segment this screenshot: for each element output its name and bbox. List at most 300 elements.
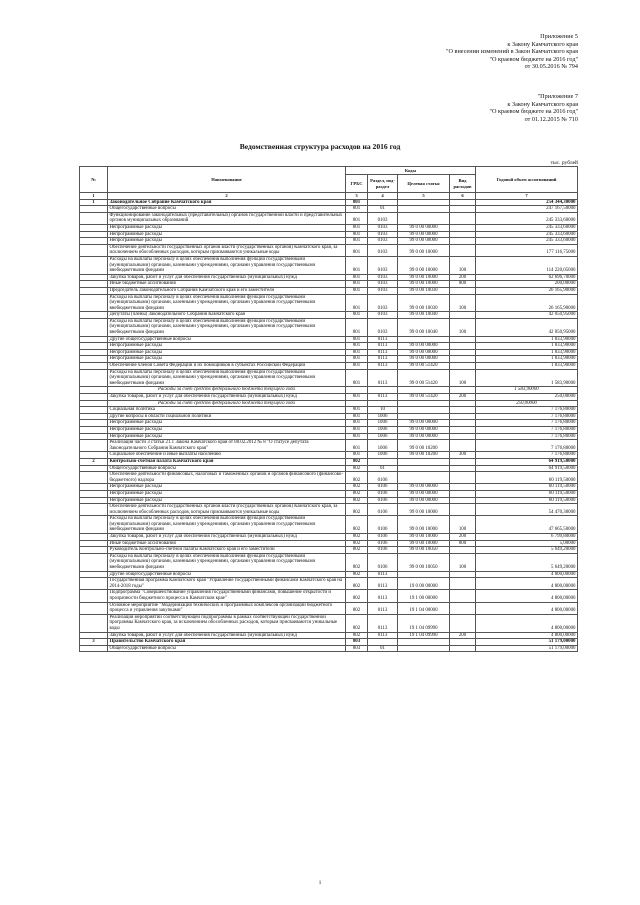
cell-c: 99 0 00 00000 [398, 433, 450, 440]
cell-t: 42 050,95000 [476, 312, 578, 319]
cell-v [450, 336, 476, 343]
cell-g: 801 [346, 426, 368, 433]
cell-g: 802 [346, 516, 368, 534]
cell-v [450, 504, 476, 516]
cell-t: 1 833,90000 [476, 363, 578, 370]
cell-g: 802 [346, 458, 368, 465]
table-row [80, 484, 578, 491]
cell-n [80, 497, 108, 504]
table-row [80, 504, 578, 516]
cell-g: 801 [346, 206, 368, 213]
table-row [80, 590, 578, 602]
cell-t: 4 800,00000 [476, 614, 578, 632]
cell-c: 99 0 00 10000 [398, 540, 450, 547]
cell-t: 1 583,90000 [476, 387, 578, 394]
cell-name: Непрограммные расходы [108, 426, 346, 433]
cell-g: 802 [346, 578, 368, 590]
table-row [80, 369, 578, 387]
cell-r: 0113 [368, 590, 398, 602]
cell-v [450, 206, 476, 213]
cell-v [450, 547, 476, 554]
cell-n [80, 590, 108, 602]
cell-c: 99 0 00 00000 [398, 224, 450, 231]
cell-name: Основное мероприятие "Модернизация технических и программных комплексов организации бюджетного процесса и управления закупками" [108, 602, 346, 614]
col-codes: Коды [346, 167, 476, 175]
cell-r: 0103 [368, 231, 398, 238]
table-row [80, 394, 578, 401]
cell-g: 801 [346, 356, 368, 363]
cell-g: 801 [346, 369, 368, 387]
cell-name: Подпрограмма "Совершенствование управления государственными финансами, повышение открытости и прозрачности бюджетного процесса в Камчатском крае" [108, 590, 346, 602]
cell-t: 114 220,05000 [476, 256, 578, 274]
cell-n [80, 484, 108, 491]
cell-g: 801 [346, 394, 368, 401]
cell-v [450, 224, 476, 231]
cell-g: 802 [346, 472, 368, 484]
header-line: "О краевом бюджете на 2016 год" [489, 108, 578, 116]
cell-c [398, 458, 450, 465]
cell-r: 0113 [368, 614, 398, 632]
cell-g [346, 400, 368, 407]
cell-t: 6 799,80000 [476, 534, 578, 541]
cell-r: 0103 [368, 212, 398, 224]
cell-name: Непрограммные расходы [108, 420, 346, 427]
cell-t: 4 800,00000 [476, 590, 578, 602]
cell-v: 200 [450, 632, 476, 639]
cell-v: 300 [450, 452, 476, 459]
cell-v [450, 343, 476, 350]
table-row [80, 632, 578, 639]
cell-name: Реализация мероприятий соответствующей подпрограммы в рамках соответствующей государственной программы Камчатского края, за исключением обособленных расходов, которым присваиваются уникальные коды [108, 614, 346, 632]
cell-n [80, 571, 108, 578]
cell-t: 26 165,90000 [476, 294, 578, 312]
cell-n [80, 490, 108, 497]
cell-n [80, 547, 108, 554]
col-total: Годовой объем ассигнований [476, 167, 578, 193]
cell-n [80, 516, 108, 534]
cell-t: 1 833,90000 [476, 336, 578, 343]
cell-r: 0103 [368, 238, 398, 245]
cell-n [80, 387, 108, 394]
cell-c: 99 0 00 10030 [398, 294, 450, 312]
cell-c: 99 0 00 00000 [398, 497, 450, 504]
header-line: "Приложение 7 [537, 93, 578, 100]
cell-c: 99 0 00 00000 [398, 349, 450, 356]
cell-r [368, 199, 398, 206]
cell-n [80, 420, 108, 427]
cell-n [80, 244, 108, 256]
colnum: 5 [398, 193, 450, 200]
table-row [80, 212, 578, 224]
cell-n [80, 504, 108, 516]
cell-r: 0106 [368, 484, 398, 491]
cell-v [450, 238, 476, 245]
header-line: от 30.05.2016 № 794 [524, 63, 578, 71]
cell-c: 19 1 04 09990 [398, 632, 450, 639]
cell-g: 801 [346, 318, 368, 336]
cell-name: Расходы на выплаты персоналу в целях обеспечения выполнения функций государственными (муниципальными) органами, казенными учреждениями, органами управления государственными внебюджетными фондами [108, 516, 346, 534]
cell-name: Непрограммные расходы [108, 356, 346, 363]
table-row [80, 224, 578, 231]
cell-n [80, 632, 108, 639]
cell-name: Обеспечение деятельности государственных органов власти (государственных органов) Камчатского края, за исключением обособленных расходов, которым присваиваются уникальные коды [108, 504, 346, 516]
cell-c [398, 199, 450, 206]
cell-name: Непрограммные расходы [108, 349, 346, 356]
table-row [80, 639, 578, 646]
cell-t: 7 176,80000 [476, 426, 578, 433]
table-row [80, 516, 578, 534]
appendix-header-7 [490, 93, 579, 123]
cell-c: 99 0 00 00000 [398, 490, 450, 497]
cell-c [398, 407, 450, 414]
cell-n [80, 465, 108, 472]
cell-name: Другие общегосударственные вопросы [108, 571, 346, 578]
cell-c: 99 0 00 00000 [398, 426, 450, 433]
cell-t: 245 333,60000 [476, 238, 578, 245]
cell-v: 100 [450, 318, 476, 336]
cell-name: Расходы за счет средств федерального бюджета текущего года [108, 400, 346, 407]
cell-name: Расходы на выплаты персоналу в целях обеспечения выполнения функций государственными (муниципальными) органами, казенными учреждениями, органами управления государственными внебюджетными фондами [108, 256, 346, 274]
cell-r: 10 [368, 407, 398, 414]
colnum: 1 [80, 193, 108, 200]
cell-v [450, 639, 476, 646]
cell-v: 100 [450, 553, 476, 571]
cell-n [80, 400, 108, 407]
cell-n [80, 343, 108, 350]
cell-c: 99 0 00 00000 [398, 420, 450, 427]
cell-v [450, 363, 476, 370]
cell-v [450, 312, 476, 319]
cell-v: 800 [450, 281, 476, 288]
cell-name: Иные бюджетные ассигнования [108, 281, 346, 288]
cell-t: 51 179,00000 [476, 645, 578, 652]
cell-g: 801 [346, 256, 368, 274]
cell-c: 99 0 00 10040 [398, 318, 450, 336]
table-row [80, 336, 578, 343]
table-row [80, 363, 578, 370]
cell-v [450, 497, 476, 504]
cell-n [80, 274, 108, 281]
cell-t: 4 800,00000 [476, 602, 578, 614]
cell-v: 800 [450, 540, 476, 547]
cell-t: 250,00000 [476, 394, 578, 401]
cell-c [398, 645, 450, 652]
cell-r: 0113 [368, 632, 398, 639]
cell-r: 1006 [368, 420, 398, 427]
cell-n [80, 212, 108, 224]
cell-t: 7 176,80000 [476, 413, 578, 420]
cell-t: 26 165,90000 [476, 287, 578, 294]
cell-c [398, 639, 450, 646]
cell-n [80, 540, 108, 547]
cell-name: Другие вопросы в области социальной политики [108, 413, 346, 420]
cell-n [80, 407, 108, 414]
cell-v [450, 199, 476, 206]
cell-g: 801 [346, 407, 368, 414]
cell-v [450, 212, 476, 224]
cell-g: 802 [346, 553, 368, 571]
cell-name: Обеспечение деятельности финансовых, налоговых и таможенных органов и органов финансового (финансово-бюджетного) надзора [108, 472, 346, 484]
header-line: к Закону Камчатского края [507, 40, 578, 48]
cell-t: 5 649,20000 [476, 553, 578, 571]
cell-t: 7 176,80000 [476, 407, 578, 414]
cell-g: 802 [346, 602, 368, 614]
table-row [80, 274, 578, 281]
cell-r: 0113 [368, 343, 398, 350]
cell-name: Председатель Законодательного Собрания Камчатского края и его заместители [108, 287, 346, 294]
cell-c [398, 336, 450, 343]
cell-g: 801 [346, 349, 368, 356]
cell-g: 802 [346, 490, 368, 497]
table-row [80, 349, 578, 356]
cell-v [450, 465, 476, 472]
cell-n [80, 614, 108, 632]
cell-name: Закупка товаров, работ и услуг для обеспечения государственных (муниципальных) нужд [108, 274, 346, 281]
cell-v [450, 433, 476, 440]
cell-name: Непрограммные расходы [108, 224, 346, 231]
col-grbs: ГРБС [346, 175, 368, 193]
cell-r [368, 639, 398, 646]
cell-t: 60 119,50000 [476, 472, 578, 484]
cell-g: 803 [346, 645, 368, 652]
cell-name: Другие общегосударственные вопросы [108, 336, 346, 343]
cell-t: 64 919,50000 [476, 458, 578, 465]
cell-r: 0106 [368, 504, 398, 516]
cell-t: 4 800,00000 [476, 578, 578, 590]
cell-c: 19 0 00 00000 [398, 578, 450, 590]
cell-c: 19 1 00 00000 [398, 590, 450, 602]
cell-v [450, 578, 476, 590]
cell-v [450, 287, 476, 294]
cell-c: 99 0 00 10000 [398, 274, 450, 281]
cell-t: 60 119,50000 [476, 490, 578, 497]
cell-v [450, 244, 476, 256]
cell-c: 99 0 00 51420 [398, 394, 450, 401]
col-csr: Целевая статья [398, 175, 450, 193]
cell-r: 01 [368, 465, 398, 472]
cell-g: 802 [346, 547, 368, 554]
cell-r: 0106 [368, 497, 398, 504]
header-line: "О внесении изменений в Закон Камчатского края [446, 48, 578, 56]
unit-label: тыс. рублей [550, 160, 578, 166]
cell-c: 99 0 00 10040 [398, 312, 450, 319]
cell-g: 802 [346, 465, 368, 472]
cell-name: Руководитель Контрольно-счетной палаты Камчатского края и его заместители [108, 547, 346, 554]
cell-v [450, 458, 476, 465]
cell-g: 801 [346, 281, 368, 288]
colnum: 3 [346, 193, 368, 200]
cell-r: 1006 [368, 433, 398, 440]
table-row [80, 387, 578, 394]
table-row [80, 578, 578, 590]
cell-name: Государственная программа Камчатского края "Управление государственными финансами Камчатского края на 2014-2018 годы" [108, 578, 346, 590]
cell-r: 0113 [368, 578, 398, 590]
cell-g: 801 [346, 343, 368, 350]
cell-r: 0106 [368, 553, 398, 571]
cell-t: 1 833,90000 [476, 349, 578, 356]
cell-g: 801 [346, 244, 368, 256]
cell-n [80, 369, 108, 387]
cell-v [450, 407, 476, 414]
cell-n [80, 356, 108, 363]
cell-r: 0103 [368, 224, 398, 231]
table-row [80, 645, 578, 652]
table-row [80, 426, 578, 433]
cell-t: 5,00000 [476, 540, 578, 547]
cell-v [450, 231, 476, 238]
cell-t: 245 333,60000 [476, 224, 578, 231]
cell-c [398, 571, 450, 578]
cell-c: 99 0 00 00000 [398, 484, 450, 491]
cell-v [450, 602, 476, 614]
cell-r: 0113 [368, 349, 398, 356]
cell-g: 801 [346, 413, 368, 420]
table-row [80, 206, 578, 213]
cell-n [80, 553, 108, 571]
cell-n [80, 231, 108, 238]
cell-g: 801 [346, 420, 368, 427]
cell-t: 5 649,20000 [476, 547, 578, 554]
table-row [80, 465, 578, 472]
col-rzpr: Раздел, под-раздел [368, 175, 398, 193]
cell-t: 245 333,60000 [476, 212, 578, 224]
table-row [80, 497, 578, 504]
cell-g: 802 [346, 497, 368, 504]
cell-r: 1006 [368, 413, 398, 420]
cell-r: 0106 [368, 534, 398, 541]
cell-c: 99 0 00 10050 [398, 553, 450, 571]
cell-c [398, 212, 450, 224]
cell-t: 4 800,00000 [476, 632, 578, 639]
table-row [80, 318, 578, 336]
cell-name: Закупка товаров, работ и услуг для обеспечения государственных (муниципальных) нужд [108, 632, 346, 639]
cell-c [398, 472, 450, 484]
cell-r: 1006 [368, 440, 398, 452]
cell-name: Иные бюджетные ассигнования [108, 540, 346, 547]
cell-v [450, 356, 476, 363]
cell-c [398, 465, 450, 472]
cell-n [80, 452, 108, 459]
cell-n [80, 281, 108, 288]
document-title: Ведомственная структура расходов на 2016 год [239, 142, 401, 151]
cell-g: 802 [346, 540, 368, 547]
cell-name: Расходы на выплаты персоналу в целях обеспечения выполнения функций государственными (муниципальными) органами, казенными учреждениями, органами управления государственными внебюджетными фондами [108, 369, 346, 387]
cell-v [450, 571, 476, 578]
cell-c: 99 0 00 00000 [398, 356, 450, 363]
cell-r: 0103 [368, 281, 398, 288]
cell-v [450, 426, 476, 433]
cell-n: 2 [80, 458, 108, 465]
cell-g: 802 [346, 504, 368, 516]
cell-name: Расходы на выплаты персоналу в целях обеспечения выполнения функций государственными (муниципальными) органами, казенными учреждениями, органами управления государственными внебюджетными фондами [108, 318, 346, 336]
table-row [80, 231, 578, 238]
cell-t: 47 665,50000 [476, 516, 578, 534]
cell-c: 99 0 00 51420 [398, 369, 450, 387]
cell-t: 247 167,50000 [476, 206, 578, 213]
cell-g: 801 [346, 294, 368, 312]
table-row [80, 256, 578, 274]
cell-g: 801 [346, 274, 368, 281]
cell-c: 99 0 00 10000 [398, 504, 450, 516]
cell-v [450, 484, 476, 491]
cell-name: Непрограммные расходы [108, 343, 346, 350]
table-row [80, 199, 578, 206]
cell-name: Реализация части 3 статьи 21.1 Закона Камчатского края от 08.02.2012 № 8 "О статусе депутата Законодательного Собрания Камчатского края" [108, 440, 346, 452]
table-row [80, 534, 578, 541]
cell-r: 0106 [368, 540, 398, 547]
cell-t: 7 176,80000 [476, 440, 578, 452]
cell-c [398, 206, 450, 213]
cell-t: 60 119,50000 [476, 484, 578, 491]
cell-g: 801 [346, 440, 368, 452]
cell-r: 0113 [368, 363, 398, 370]
cell-r: 0113 [368, 602, 398, 614]
cell-n [80, 394, 108, 401]
cell-t: 1 833,90000 [476, 343, 578, 350]
cell-n [80, 349, 108, 356]
table-row [80, 356, 578, 363]
cell-name: Законодательное Собрание Камчатского края [108, 199, 346, 206]
cell-n [80, 413, 108, 420]
page-number: 1 [318, 880, 322, 886]
cell-name: Социальное обеспечение и иные выплаты населению [108, 452, 346, 459]
cell-g: 802 [346, 571, 368, 578]
cell-name: Расходы на выплаты персоналу в целях обеспечения выполнения функций государственными (муниципальными) органами, казенными учреждениями, органами управления государственными внебюджетными фондами [108, 294, 346, 312]
cell-name: Непрограммные расходы [108, 497, 346, 504]
cell-n: 3 [80, 639, 108, 646]
table-row [80, 413, 578, 420]
cell-t: 60 119,50000 [476, 497, 578, 504]
table-row [80, 281, 578, 288]
colnum: 6 [450, 193, 476, 200]
cell-name: Общегосударственные вопросы [108, 206, 346, 213]
cell-g [346, 387, 368, 394]
cell-c: 19 1 04 09990 [398, 614, 450, 632]
cell-t: 177 116,75000 [476, 244, 578, 256]
cell-name: Непрограммные расходы [108, 490, 346, 497]
cell-r: 0103 [368, 256, 398, 274]
header-line: от 01.12.2015 № 710 [524, 115, 578, 123]
cell-n [80, 472, 108, 484]
cell-v [450, 440, 476, 452]
cell-c: 99 0 00 10000 [398, 244, 450, 256]
table-row [80, 440, 578, 452]
cell-c: 99 0 00 10050 [398, 547, 450, 554]
cell-n [80, 318, 108, 336]
appendix-header-5 [446, 33, 578, 71]
cell-v [450, 490, 476, 497]
cell-c: 99 0 00 10000 [398, 256, 450, 274]
cell-n [80, 534, 108, 541]
cell-g: 801 [346, 231, 368, 238]
table-row [80, 571, 578, 578]
cell-r: 0106 [368, 490, 398, 497]
cell-g: 803 [346, 639, 368, 646]
cell-c: 99 0 00 51420 [398, 363, 450, 370]
table-row [80, 602, 578, 614]
table-row [80, 553, 578, 571]
cell-c [398, 400, 450, 407]
cell-v: 100 [450, 294, 476, 312]
cell-t: 62 696,70000 [476, 274, 578, 281]
cell-r: 0103 [368, 294, 398, 312]
cell-r: 0103 [368, 287, 398, 294]
cell-n [80, 433, 108, 440]
table-row [80, 458, 578, 465]
cell-r: 01 [368, 206, 398, 213]
table-row [80, 238, 578, 245]
cell-r: 0113 [368, 356, 398, 363]
